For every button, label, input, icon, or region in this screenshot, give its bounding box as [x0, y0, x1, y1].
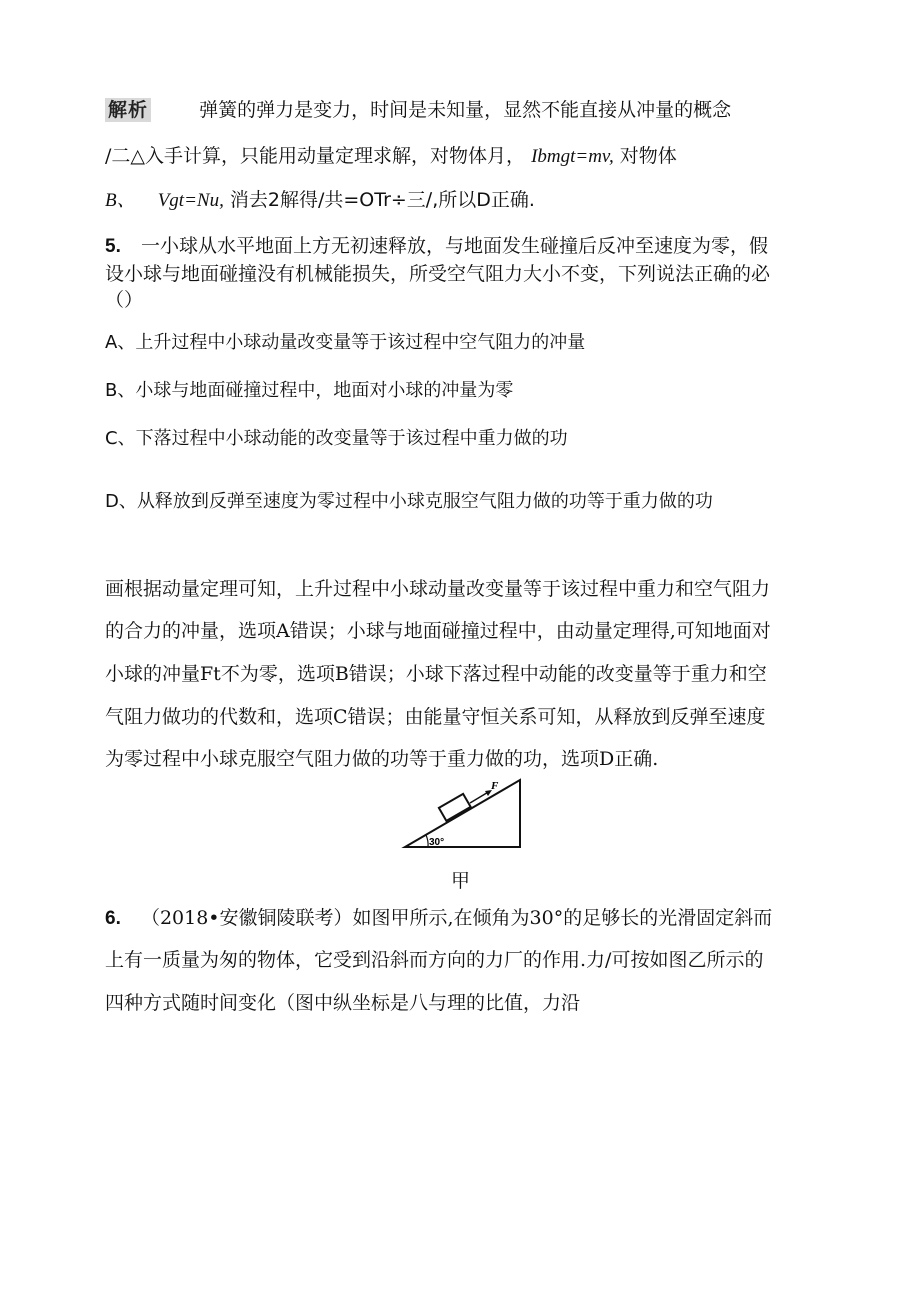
q6-text-1: （2018•安徽铜陵联考）如图甲所示,在倾角为30°的足够长的光滑固定斜而	[140, 907, 773, 929]
force-label: F	[491, 780, 499, 792]
q5-analysis-line-3: 小球的冲量Ft不为零，选项B错误；小球下落过程中动能的改变量等于重力和空	[105, 663, 767, 685]
analysis-line-3	[105, 188, 535, 213]
q5-number: 5.	[105, 236, 121, 257]
analysis-text-2a: /二△入手计算，只能用动量定理求解，对物体月，	[105, 145, 526, 167]
q5-stem-line-2	[105, 262, 770, 286]
q5-option-a: A、上升过程中小球动量改变量等于该过程中空气阻力的冲量	[105, 332, 586, 353]
figure-caption: 甲	[451, 870, 471, 892]
q5-analysis-line-2: 的合力的冲量，选项A错误；小球与地面碰撞过程中，由动量定理得,可知地面对	[105, 620, 771, 642]
analysis-line-2	[105, 144, 677, 169]
analysis-line-1	[105, 98, 731, 122]
q5-stem-2: 设小球与地面碰撞没有机械能损失，所受空气阻力大小不变，下列说法正确的必	[105, 263, 771, 285]
q5-option-b: B、小球与地面碰撞过程中，地面对小球的冲量为零	[105, 380, 514, 401]
q5-stem-3: （）	[105, 289, 144, 311]
incline-triangle	[405, 780, 520, 847]
analysis-text-3a: B、	[105, 190, 136, 211]
q5-analysis-line-1: 画根据动量定理可知，上升过程中小球动量改变量等于该过程中重力和空气阻力	[105, 578, 771, 600]
q6-line-3: 四种方式随时间变化（图中纵坐标是八与理的比值，力沿	[105, 992, 581, 1014]
q6-number: 6.	[105, 908, 121, 929]
analysis-tag: 解析	[105, 98, 151, 122]
incline-figure	[400, 775, 530, 855]
analysis-text-2c: 对物体	[619, 145, 677, 167]
q6-line-1	[105, 906, 772, 931]
q6-line-2: 上有一质量为匆的物体，它受到沿斜而方向的力厂的作用.力/可按如图乙所示的	[105, 949, 764, 971]
q5-analysis-line-4: 气阻力做功的代数和，选项C错误；由能量守恒关系可知，从释放到反弹至速度	[105, 706, 766, 728]
q5-analysis-line-5: 为零过程中小球克服空气阻力做的功等于重力做的功，选项D正确.	[105, 748, 659, 770]
q5-stem-line-3	[105, 288, 143, 312]
analysis-text-3c: 消去2解得/共=OTr÷三∕,所以D正确.	[229, 189, 535, 211]
analysis-formula-2: Vgt=Nu,	[157, 190, 224, 211]
angle-label: 30°	[429, 837, 445, 848]
q5-option-d: D、从释放到反弹至速度为零过程中小球克服空气阻力做的功等于重力做的功	[105, 491, 713, 512]
analysis-formula-1: Ibmgt=mv,	[531, 146, 614, 167]
q5-option-c: C、下落过程中小球动能的改变量等于该过程中重力做的功	[105, 428, 568, 449]
q5-stem-1: 一小球从水平地面上方无初速释放，与地面发生碰撞后反冲至速度为零，假	[140, 235, 768, 257]
analysis-text-1: 弹簧的弹力是变力，时间是未知量，显然不能直接从冲量的概念	[199, 99, 732, 121]
q5-stem-line-1	[105, 234, 768, 259]
